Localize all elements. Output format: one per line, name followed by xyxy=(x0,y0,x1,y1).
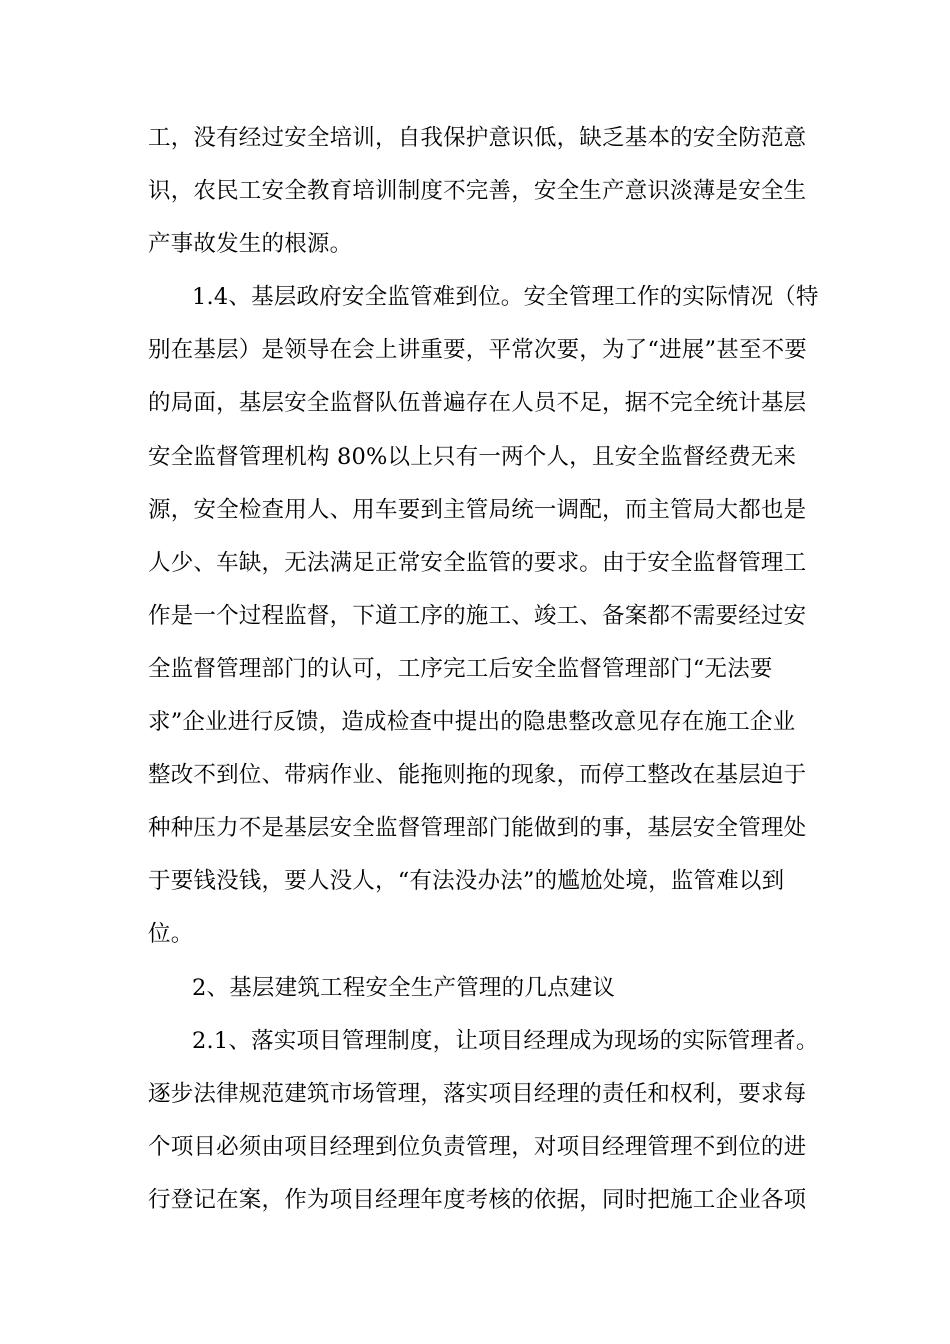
text-line: 别在基层）是领导在会上讲重要，平常次要，为了“进展”甚至不要 xyxy=(148,337,808,364)
text-line: 的局面，基层安全监督队伍普遍存在人员不足，据不完全统计基层 xyxy=(148,390,807,417)
text-line: 求”企业进行反馈，造成检查中提出的隐患整改意见存在施工企业 xyxy=(148,709,796,736)
text-line: 种种压力不是基层安全监督管理部门能做到的事，基层安全管理处 xyxy=(148,815,807,842)
text-line: 人少、车缺，无法满足正常安全监管的要求。由于安全监督管理工 xyxy=(148,549,807,576)
text-line: 作是一个过程监督，下道工序的施工、竣工、备案都不需要经过安 xyxy=(148,602,807,629)
text-line: 个项目必须由项目经理到位负责管理，对项目经理管理不到位的进 xyxy=(148,1133,807,1160)
text-line: 全监督管理部门的认可，工序完工后安全监督管理部门“无法要 xyxy=(148,655,773,682)
text-line: 1.4、基层政府安全监管难到位。安全管理工作的实际情况（特 xyxy=(192,284,819,311)
text-line: 2、基层建筑工程安全生产管理的几点建议 xyxy=(192,974,616,1001)
text-line: 产事故发生的根源。 xyxy=(148,231,353,258)
text-line: 源，安全检查用人、用车要到主管局统一调配，而主管局大都也是 xyxy=(148,496,807,523)
text-line: 工，没有经过安全培训，自我保护意识低，缺乏基本的安全防范意 xyxy=(148,125,807,151)
text-line: 位。 xyxy=(148,921,194,948)
text-line: 于要钱没钱，要人没人，“有法没办法”的尴尬处境，监管难以到 xyxy=(148,868,785,895)
body-text xyxy=(148,118,819,1233)
text-line: 2.1、落实项目管理制度，让项目经理成为现场的实际管理者。 xyxy=(192,1027,819,1054)
text-line: 整改不到位、带病作业、能拖则拖的现象，而停工整改在基层迫于 xyxy=(148,762,807,789)
text-line: 安全监督管理机构 80%以上只有一两个人，且安全监督经费无来 xyxy=(148,443,797,470)
text-line: 识，农民工安全教育培训制度不完善，安全生产意识淡薄是安全生 xyxy=(148,178,807,205)
text-line: 行登记在案，作为项目经理年度考核的依据，同时把施工企业各项 xyxy=(148,1186,807,1213)
text-line: 逐步法律规范建筑市场管理，落实项目经理的责任和权利，要求每 xyxy=(148,1080,807,1107)
